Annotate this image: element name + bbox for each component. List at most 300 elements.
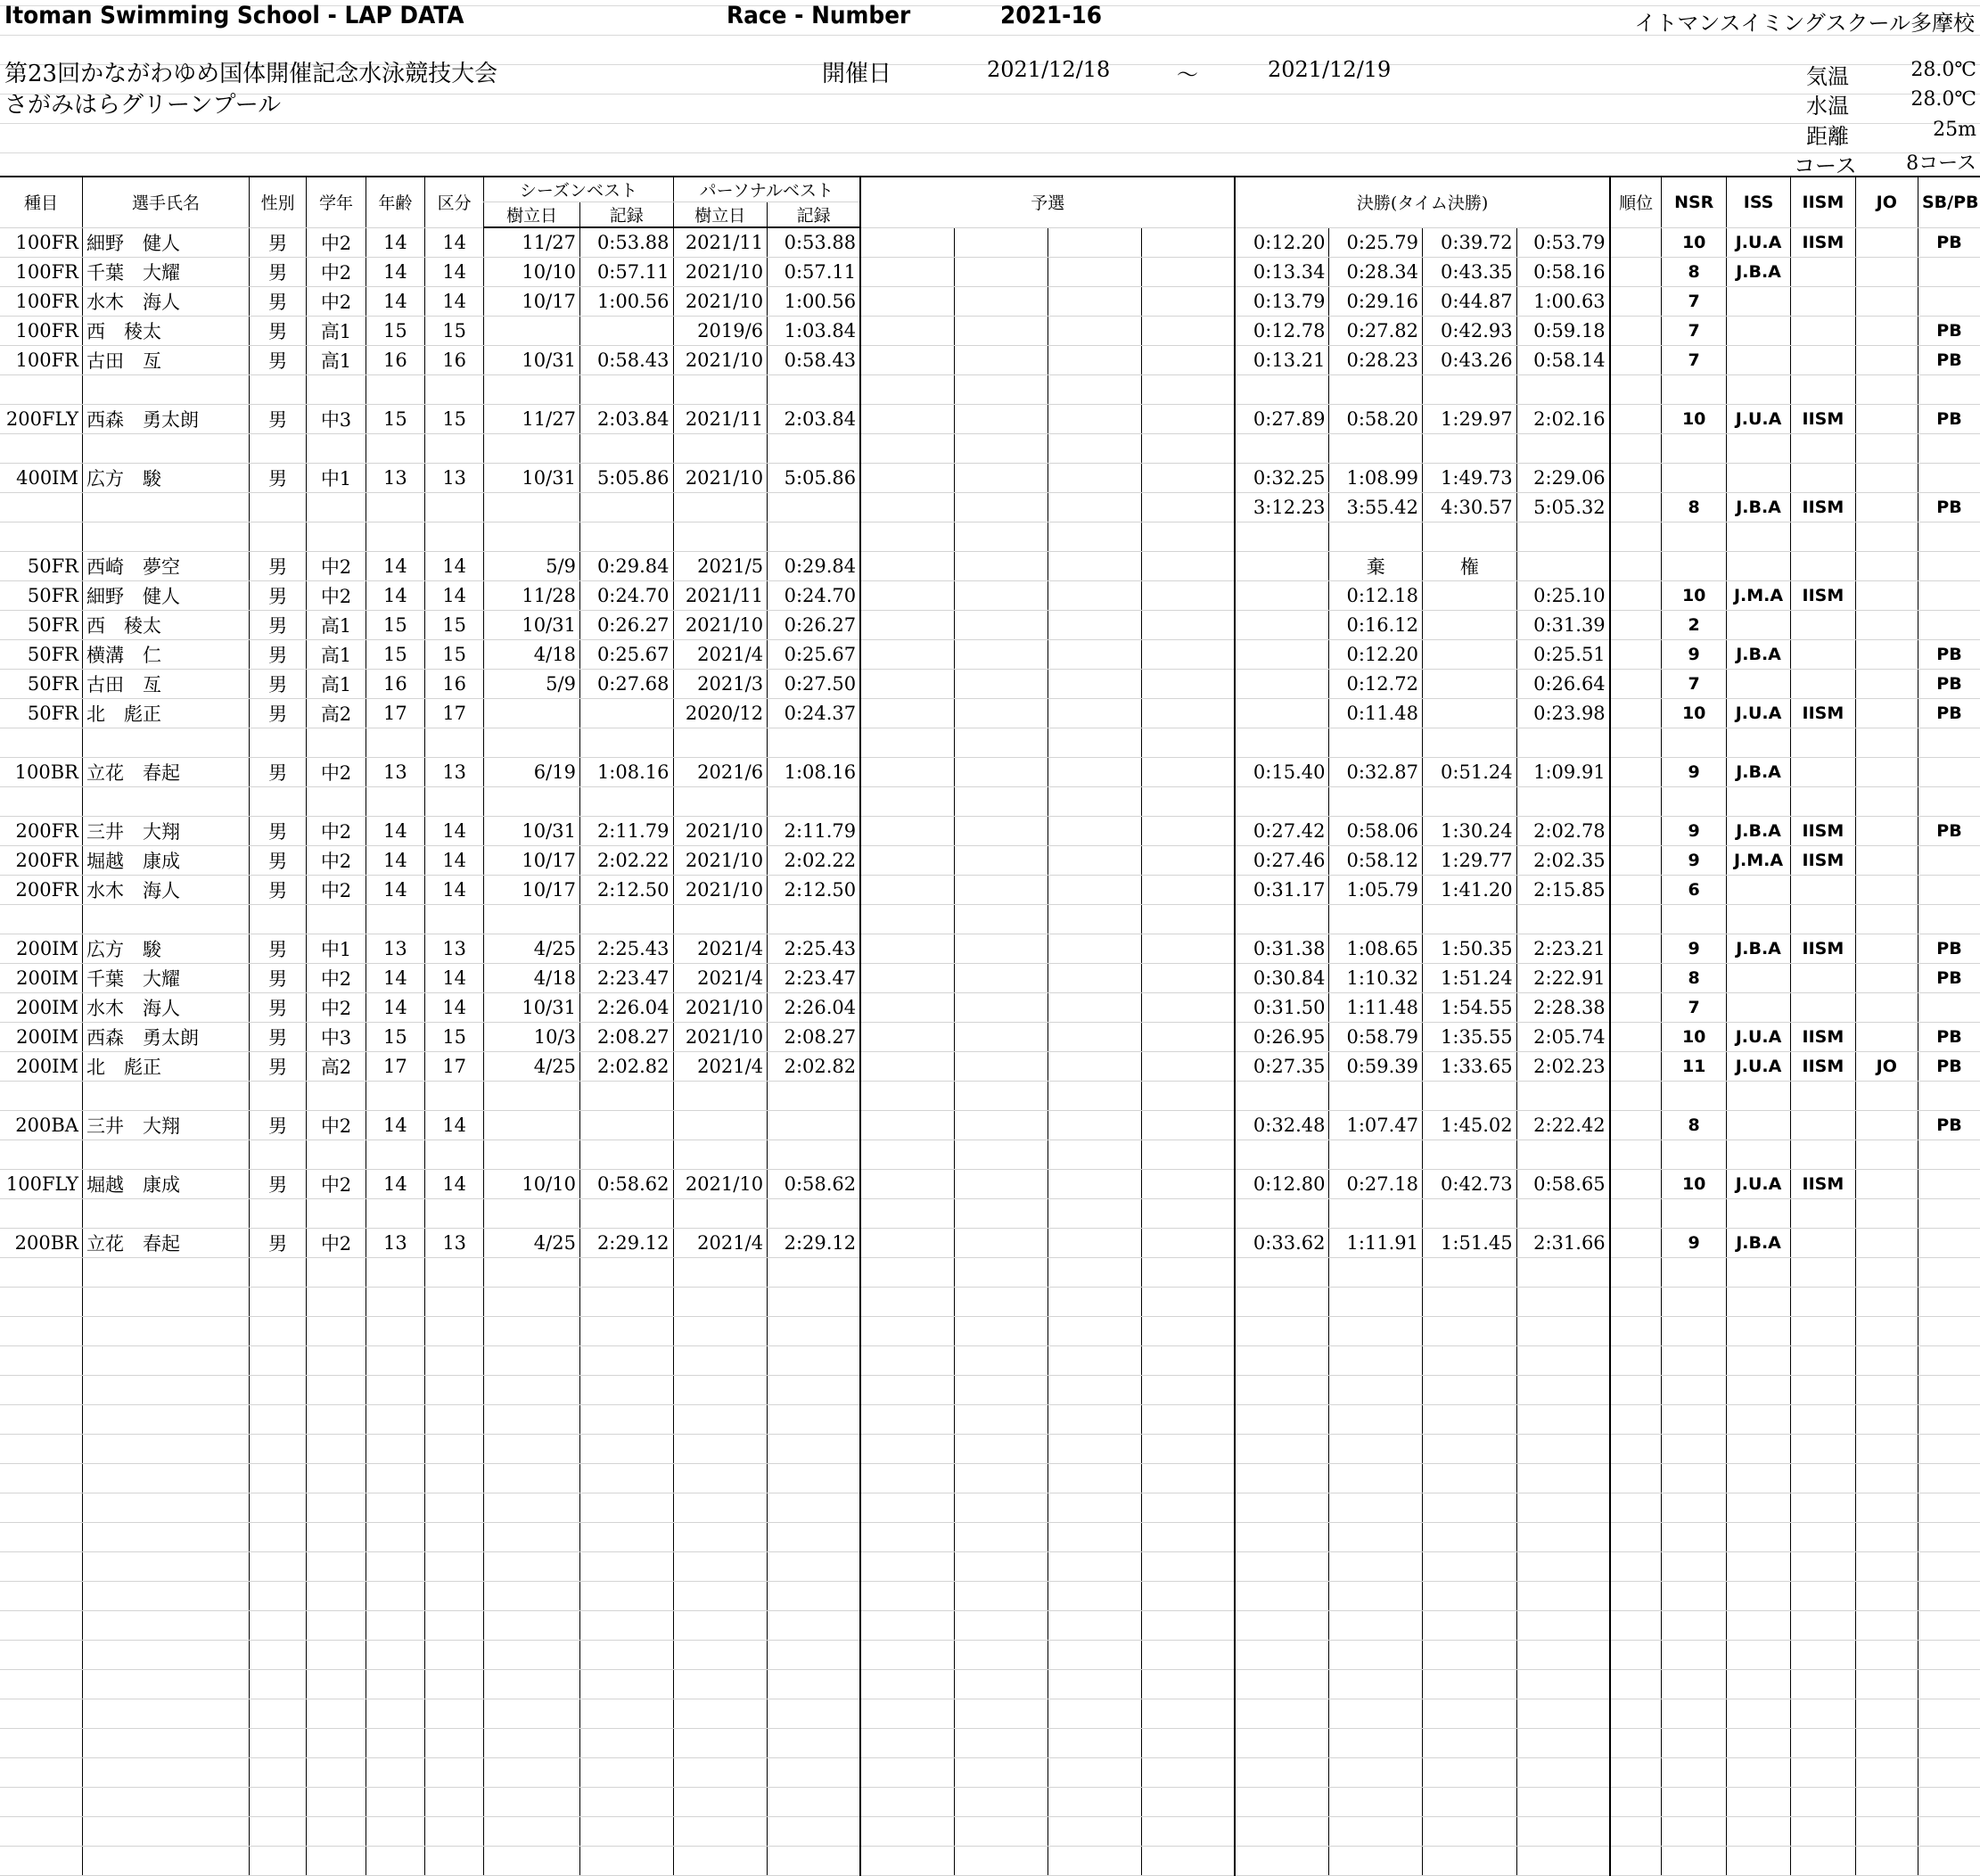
sb-record-cell <box>579 522 673 552</box>
event-cell: 50FR <box>0 552 82 581</box>
nsr-cell: 9 <box>1662 846 1726 876</box>
pb-record-cell <box>768 1758 861 1788</box>
prelim-lap-cell <box>1142 934 1236 964</box>
iss-cell <box>1726 375 1790 405</box>
sb-date-cell <box>484 1493 580 1523</box>
pb-date-cell <box>673 728 768 758</box>
sex-cell: 男 <box>249 552 306 581</box>
pb-date-cell: 2021/10 <box>673 1170 768 1199</box>
event-cell <box>0 1523 82 1552</box>
final-lap4-cell <box>1516 1758 1610 1788</box>
prelim-lap-cell <box>1048 1817 1142 1847</box>
table-row <box>0 817 1980 846</box>
prelim-lap-cell <box>1142 1729 1236 1758</box>
iism-cell <box>1791 728 1855 758</box>
grade-cell: 高2 <box>307 1052 366 1082</box>
final-lap1-cell <box>1235 1140 1329 1170</box>
table-row <box>0 1817 1980 1847</box>
name-cell <box>82 1729 249 1758</box>
jo-cell <box>1855 1376 1918 1405</box>
jo-cell <box>1855 1523 1918 1552</box>
iss-cell <box>1726 728 1790 758</box>
sb-date-cell: 4/25 <box>484 1052 580 1082</box>
event-cell <box>0 1758 82 1788</box>
prelim-lap-cell <box>1048 464 1142 493</box>
grade-cell: 高1 <box>307 317 366 346</box>
age-cell <box>366 1140 424 1170</box>
age-cell <box>366 1817 424 1847</box>
rank-cell <box>1610 227 1662 258</box>
prelim-lap-cell <box>860 405 955 434</box>
nsr-cell <box>1662 522 1726 552</box>
venue-name: さがみはらグリーンプール <box>4 92 282 119</box>
nsr-cell <box>1662 552 1726 581</box>
distance-label: 距離 <box>1806 124 1849 149</box>
sb-date-cell <box>484 1082 580 1111</box>
iism-cell <box>1791 758 1855 787</box>
prelim-lap-cell <box>955 1670 1048 1699</box>
final-lap4-cell <box>1516 1670 1610 1699</box>
jo-cell <box>1855 964 1918 993</box>
grade-cell: 中2 <box>307 993 366 1023</box>
pb-record-cell <box>768 1111 861 1140</box>
final-lap3-cell <box>1423 1847 1517 1876</box>
final-lap1-cell: 0:13.79 <box>1235 287 1329 317</box>
prelim-lap-cell <box>1048 1052 1142 1082</box>
jo-cell <box>1855 1023 1918 1052</box>
prelim-lap-cell <box>860 287 955 317</box>
prelim-lap-cell <box>1048 1170 1142 1199</box>
prelim-lap-cell <box>1048 993 1142 1023</box>
sex-cell <box>249 375 306 405</box>
name-cell <box>82 1788 249 1817</box>
prelim-lap-cell <box>860 1699 955 1729</box>
division-cell <box>425 1435 484 1464</box>
final-lap4-cell: 0:53.79 <box>1516 227 1610 258</box>
division-cell: 16 <box>425 346 484 375</box>
jo-cell <box>1855 1582 1918 1611</box>
grade-cell <box>307 1464 366 1493</box>
pb-date-cell: 2021/11 <box>673 227 768 258</box>
date-end: 2021/12/19 <box>1268 57 1392 82</box>
table-row <box>0 1493 1980 1523</box>
sbpb-cell <box>1918 1523 1980 1552</box>
jo-cell <box>1855 1493 1918 1523</box>
name-cell <box>82 434 249 464</box>
iss-cell <box>1726 876 1790 905</box>
sbpb-cell <box>1918 258 1980 287</box>
pb-date-cell: 2021/10 <box>673 846 768 876</box>
final-lap1-cell <box>1235 1288 1329 1317</box>
sex-cell: 男 <box>249 287 306 317</box>
sbpb-cell: PB <box>1918 1052 1980 1082</box>
final-lap3-cell <box>1423 1346 1517 1376</box>
prelim-lap-cell <box>1142 1229 1236 1258</box>
final-lap1-cell <box>1235 522 1329 552</box>
table-row <box>0 227 1980 258</box>
iss-cell <box>1726 1788 1790 1817</box>
prelim-lap-cell <box>1142 1140 1236 1170</box>
sbpb-cell: PB <box>1918 817 1980 846</box>
name-cell: 千葉 大耀 <box>82 258 249 287</box>
sbpb-cell <box>1918 1258 1980 1288</box>
name-cell <box>82 1847 249 1876</box>
sex-cell <box>249 1582 306 1611</box>
iism-cell <box>1791 1111 1855 1140</box>
final-lap1-cell <box>1235 611 1329 640</box>
sbpb-cell <box>1918 787 1980 817</box>
pb-record-cell <box>768 522 861 552</box>
sbpb-cell <box>1918 581 1980 611</box>
sbpb-cell <box>1918 1552 1980 1582</box>
table-row <box>0 375 1980 405</box>
grade-cell <box>307 375 366 405</box>
prelim-lap-cell <box>955 1023 1048 1052</box>
pb-date-cell <box>673 1758 768 1788</box>
table-row <box>0 1229 1980 1258</box>
prelim-lap-cell <box>860 1582 955 1611</box>
grade-cell: 中2 <box>307 287 366 317</box>
event-cell: 100FR <box>0 258 82 287</box>
rank-cell <box>1610 1317 1662 1346</box>
table-row <box>0 1847 1980 1876</box>
iism-cell <box>1791 611 1855 640</box>
jo-cell <box>1855 817 1918 846</box>
sbpb-cell <box>1918 287 1980 317</box>
prelim-lap-cell <box>1142 1699 1236 1729</box>
prelim-lap-cell <box>955 758 1048 787</box>
jo-cell <box>1855 375 1918 405</box>
final-lap3-cell: 0:42.93 <box>1423 317 1517 346</box>
pb-date-cell <box>673 522 768 552</box>
rank-cell <box>1610 1611 1662 1641</box>
sex-cell: 男 <box>249 934 306 964</box>
pb-record-cell: 2:12.50 <box>768 876 861 905</box>
table-row <box>0 728 1980 758</box>
grade-cell <box>307 1140 366 1170</box>
table-body <box>0 227 1980 1876</box>
iism-cell <box>1791 1699 1855 1729</box>
table-row <box>0 1699 1980 1729</box>
event-cell <box>0 434 82 464</box>
table-row <box>0 1052 1980 1082</box>
age-cell <box>366 1493 424 1523</box>
pb-record-cell: 2:02.82 <box>768 1052 861 1082</box>
prelim-lap-cell <box>955 1699 1048 1729</box>
prelim-lap-cell <box>860 1288 955 1317</box>
grade-cell <box>307 1317 366 1346</box>
prelim-lap-cell <box>1142 846 1236 876</box>
final-lap4-cell: 2:22.91 <box>1516 964 1610 993</box>
pb-date-cell: 2021/4 <box>673 964 768 993</box>
final-lap2-cell <box>1329 1847 1423 1876</box>
sbpb-cell <box>1918 1376 1980 1405</box>
sex-cell <box>249 1288 306 1317</box>
pb-date-cell: 2021/4 <box>673 640 768 670</box>
age-cell: 14 <box>366 1170 424 1199</box>
sbpb-cell <box>1918 1670 1980 1699</box>
grade-cell <box>307 1758 366 1788</box>
prelim-lap-cell <box>955 1111 1048 1140</box>
course-value: 8コース <box>1906 152 1976 175</box>
prelim-lap-cell <box>860 1788 955 1817</box>
final-lap2-cell: 0:28.23 <box>1329 346 1423 375</box>
jo-cell <box>1855 1729 1918 1758</box>
table-row <box>0 1376 1980 1405</box>
table-row <box>0 1199 1980 1229</box>
sb-record-cell: 0:53.88 <box>579 227 673 258</box>
iss-cell <box>1726 1111 1790 1140</box>
event-cell: 200FLY <box>0 405 82 434</box>
iism-cell <box>1791 552 1855 581</box>
sb-date-cell: 10/10 <box>484 1170 580 1199</box>
final-lap3-cell <box>1423 728 1517 758</box>
pb-date-cell: 2021/10 <box>673 1023 768 1052</box>
rank-cell <box>1610 317 1662 346</box>
division-cell <box>425 1082 484 1111</box>
age-cell: 14 <box>366 993 424 1023</box>
prelim-lap-cell <box>860 1199 955 1229</box>
final-lap2-cell <box>1329 1523 1423 1552</box>
iism-cell <box>1791 1346 1855 1376</box>
age-cell: 14 <box>366 964 424 993</box>
iism-cell <box>1791 640 1855 670</box>
sex-cell <box>249 1376 306 1405</box>
final-lap1-cell <box>1235 699 1329 728</box>
name-cell <box>82 905 249 934</box>
age-cell <box>366 493 424 522</box>
age-cell: 14 <box>366 817 424 846</box>
sex-cell: 男 <box>249 317 306 346</box>
nsr-cell: 9 <box>1662 758 1726 787</box>
event-cell <box>0 1641 82 1670</box>
division-cell <box>425 1582 484 1611</box>
prelim-lap-cell <box>1048 405 1142 434</box>
table-row <box>0 405 1980 434</box>
sb-record-cell <box>579 1140 673 1170</box>
prelim-lap-cell <box>955 1052 1048 1082</box>
prelim-lap-cell <box>955 493 1048 522</box>
sex-cell: 男 <box>249 670 306 699</box>
rank-cell <box>1610 1552 1662 1582</box>
final-lap1-cell <box>1235 640 1329 670</box>
iss-cell <box>1726 993 1790 1023</box>
pb-date-cell: 2021/6 <box>673 758 768 787</box>
nsr-cell <box>1662 1199 1726 1229</box>
iism-cell <box>1791 1199 1855 1229</box>
pb-record-cell <box>768 728 861 758</box>
sex-cell <box>249 1670 306 1699</box>
prelim-lap-cell <box>1142 905 1236 934</box>
final-lap4-cell <box>1516 1199 1610 1229</box>
final-lap4-cell: 2:02.35 <box>1516 846 1610 876</box>
table-row <box>0 1111 1980 1140</box>
sex-cell <box>249 1493 306 1523</box>
iss-cell <box>1726 1670 1790 1699</box>
prelim-lap-cell <box>1142 993 1236 1023</box>
final-lap4-cell: 2:23.21 <box>1516 934 1610 964</box>
sex-cell: 男 <box>249 993 306 1023</box>
iss-cell: J.B.A <box>1726 817 1790 846</box>
iism-cell <box>1791 1464 1855 1493</box>
sb-date-cell <box>484 1288 580 1317</box>
final-lap2-cell: 0:58.20 <box>1329 405 1423 434</box>
sb-record-cell: 2:08.27 <box>579 1023 673 1052</box>
sex-cell <box>249 1788 306 1817</box>
grade-cell <box>307 434 366 464</box>
name-cell: 古田 亙 <box>82 346 249 375</box>
nsr-cell: 7 <box>1662 670 1726 699</box>
grade-cell <box>307 1376 366 1405</box>
final-lap2-cell <box>1329 1082 1423 1111</box>
prelim-lap-cell <box>1142 552 1236 581</box>
sbpb-cell <box>1918 905 1980 934</box>
prelim-lap-cell <box>955 405 1048 434</box>
iss-cell <box>1726 1847 1790 1876</box>
nsr-cell <box>1662 728 1726 758</box>
final-lap3-cell <box>1423 1699 1517 1729</box>
final-lap2-cell: 0:58.12 <box>1329 846 1423 876</box>
nsr-cell: 6 <box>1662 876 1726 905</box>
prelim-lap-cell <box>1048 522 1142 552</box>
prelim-lap-cell <box>1048 1699 1142 1729</box>
pb-date-cell: 2020/12 <box>673 699 768 728</box>
final-lap3-cell <box>1423 1258 1517 1288</box>
pb-record-cell <box>768 1376 861 1405</box>
division-cell: 15 <box>425 611 484 640</box>
sb-record-cell: 2:11.79 <box>579 817 673 846</box>
age-cell: 14 <box>366 876 424 905</box>
grade-cell: 中2 <box>307 581 366 611</box>
pb-date-cell <box>673 1670 768 1699</box>
date-start: 2021/12/18 <box>987 57 1111 82</box>
jo-cell <box>1855 1405 1918 1435</box>
pb-date-cell <box>673 1493 768 1523</box>
prelim-lap-cell <box>1142 1405 1236 1435</box>
prelim-lap-cell <box>1142 1464 1236 1493</box>
grade-cell <box>307 1611 366 1641</box>
rank-cell <box>1610 1376 1662 1405</box>
nsr-cell: 9 <box>1662 1229 1726 1258</box>
jo-cell <box>1855 287 1918 317</box>
prelim-lap-cell <box>1048 375 1142 405</box>
final-lap2-cell: 0:28.34 <box>1329 258 1423 287</box>
final-lap4-cell <box>1516 1729 1610 1758</box>
sb-date-cell <box>484 1641 580 1670</box>
nsr-cell <box>1662 1611 1726 1641</box>
sex-cell: 男 <box>249 817 306 846</box>
grade-cell <box>307 1435 366 1464</box>
sb-record-cell <box>579 1111 673 1140</box>
iss-cell: J.M.A <box>1726 846 1790 876</box>
iism-cell: IISM <box>1791 493 1855 522</box>
age-cell <box>366 1435 424 1464</box>
iss-cell: J.U.A <box>1726 1052 1790 1082</box>
prelim-lap-cell <box>1142 1170 1236 1199</box>
event-cell: 200IM <box>0 1023 82 1052</box>
sex-cell <box>249 493 306 522</box>
final-lap3-cell <box>1423 1582 1517 1611</box>
sb-record-cell: 0:24.70 <box>579 581 673 611</box>
prelim-lap-cell <box>1142 1670 1236 1699</box>
prelim-lap-cell <box>860 1023 955 1052</box>
nsr-cell <box>1662 1493 1726 1523</box>
event-cell: 50FR <box>0 670 82 699</box>
sb-record-cell: 2:03.84 <box>579 405 673 434</box>
final-lap2-cell <box>1329 787 1423 817</box>
final-lap2-cell <box>1329 1435 1423 1464</box>
pb-record-cell <box>768 1435 861 1464</box>
prelim-lap-cell <box>1142 1376 1236 1405</box>
final-lap1-cell <box>1235 1523 1329 1552</box>
prelim-lap-cell <box>955 1847 1048 1876</box>
grade-cell <box>307 1788 366 1817</box>
final-lap2-cell: 0:12.72 <box>1329 670 1423 699</box>
sbpb-cell: PB <box>1918 227 1980 258</box>
sex-cell <box>249 434 306 464</box>
sbpb-cell <box>1918 1788 1980 1817</box>
pb-date-cell: 2021/11 <box>673 581 768 611</box>
name-cell: 広方 駿 <box>82 464 249 493</box>
jo-cell <box>1855 699 1918 728</box>
event-cell <box>0 1376 82 1405</box>
jo-cell <box>1855 227 1918 258</box>
final-lap3-cell: 権 <box>1423 552 1517 581</box>
event-cell <box>0 1788 82 1817</box>
pb-date-cell <box>673 1641 768 1670</box>
iss-cell <box>1726 1346 1790 1376</box>
sbpb-cell: PB <box>1918 934 1980 964</box>
jo-cell <box>1855 1140 1918 1170</box>
sb-record-cell <box>579 1288 673 1317</box>
division-cell <box>425 1523 484 1552</box>
grade-cell <box>307 1288 366 1317</box>
pb-record-cell <box>768 1199 861 1229</box>
col-rank: 順位 <box>1610 177 1662 227</box>
pb-date-cell: 2019/6 <box>673 317 768 346</box>
final-lap2-cell <box>1329 1699 1423 1729</box>
pb-record-cell: 1:03.84 <box>768 317 861 346</box>
pb-date-cell <box>673 1699 768 1729</box>
nsr-cell: 9 <box>1662 934 1726 964</box>
pb-record-cell <box>768 1817 861 1847</box>
final-lap3-cell <box>1423 905 1517 934</box>
age-cell: 15 <box>366 405 424 434</box>
division-cell: 15 <box>425 317 484 346</box>
pb-date-cell <box>673 1523 768 1552</box>
division-cell <box>425 728 484 758</box>
prelim-lap-cell <box>955 1082 1048 1111</box>
final-lap4-cell <box>1516 1435 1610 1464</box>
nsr-cell <box>1662 375 1726 405</box>
final-lap1-cell: 0:27.35 <box>1235 1052 1329 1082</box>
name-cell <box>82 1670 249 1699</box>
final-lap3-cell: 4:30.57 <box>1423 493 1517 522</box>
col-pb-record: 記録 <box>768 202 861 228</box>
pb-date-cell <box>673 1199 768 1229</box>
name-cell: 西崎 夢空 <box>82 552 249 581</box>
sb-date-cell <box>484 1346 580 1376</box>
iism-cell <box>1791 346 1855 375</box>
final-lap1-cell: 3:12.23 <box>1235 493 1329 522</box>
rank-cell <box>1610 1111 1662 1140</box>
name-cell <box>82 1405 249 1435</box>
prelim-lap-cell <box>955 1611 1048 1641</box>
sex-cell: 男 <box>249 640 306 670</box>
final-lap4-cell <box>1516 1082 1610 1111</box>
iism-cell <box>1791 434 1855 464</box>
sb-record-cell <box>579 787 673 817</box>
